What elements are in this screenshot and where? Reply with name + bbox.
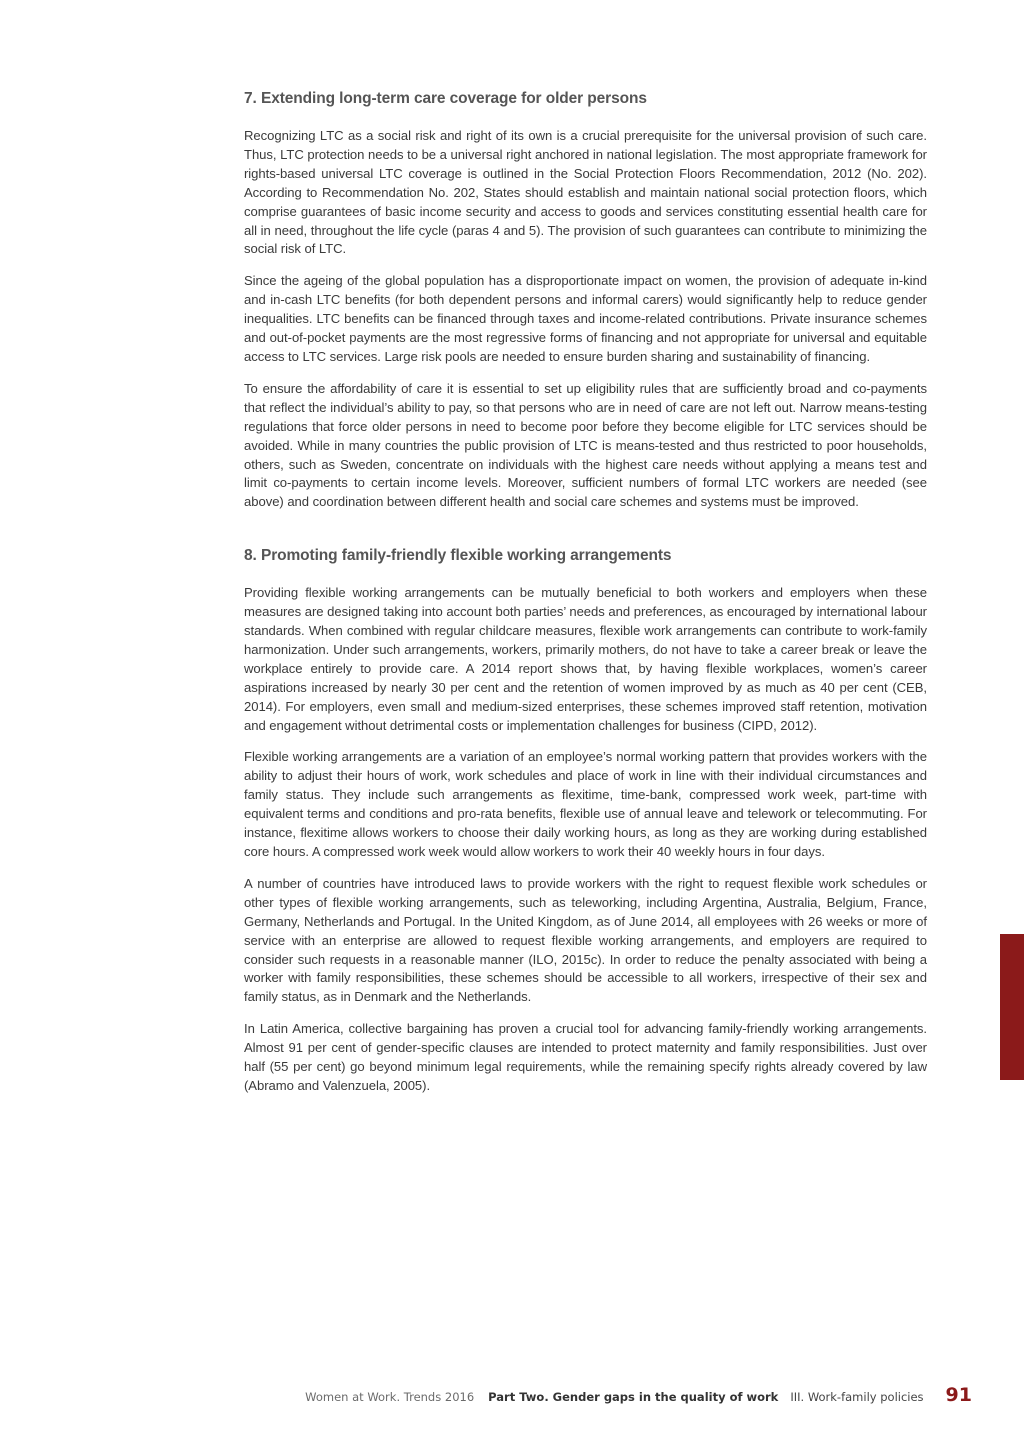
section-8-title: Promoting family-friendly flexible working arrangements xyxy=(260,547,672,565)
page-footer xyxy=(0,1384,972,1410)
section-8-paragraph-3: A number of countries have introduced laws to provide workers with the right to request flexible work schedules or other types of flexible working arrangements, such as teleworking, including Argentina, Australia, Belgium, France, Germany, Netherlands and Portugal. In the United Kingdom, as of June 2014, all employees with 26 weeks or more of service with an enterprise are allowed to request flexible working arrangements, and employers are required to consider such requests in a reasonable manner (ILO, 2015c). In order to reduce the penalty associated with being a worker with family responsibilities, these schemes should be accessible to all workers, irrespective of their sex and family status, as in Denmark and the Netherlands. xyxy=(244,875,927,1005)
section-7-paragraph-1: Recognizing LTC as a social risk and right of its own is a crucial prerequisite for the universal provision of such care. Thus, LTC protection needs to be a universal right anchored in national legislation. The most appropriate framework for rights-based universal LTC coverage is outlined in the Social Protection Floors Recommendation, 2012 (No. 202). According to Recommendation No. 202, States should establish and maintain national social protection floors, which comprise guarantees of basic income security and access to goods and services constituting essential health care for all in need, throughout the life cycle (paras 4 and 5). The provision of such guarantees can contribute to minimizing the social risk of LTC. xyxy=(244,128,927,257)
footer-publication: Women at Work. Trends 2016 xyxy=(305,1390,475,1404)
section-7-paragraph-3: To ensure the affordability of care it is essential to set up eligibility rules that are sufficiently broad and co-payments that reflect the individual’s ability to pay, so that persons who are in need of care are not left out. Narrow means-testing regulations that force older persons in need to become poor before they become eligible for LTC services should be avoided. While in many countries the public provision of LTC is means-tested and thus restricted to poor households, others, such as Sweden, concentrate on individuals with the highest care needs without applying a means test and limit co-payments to certain income levels. Moreover, sufficient numbers of formal LTC workers are needed (see above) and coordination between different health and social care schemes and systems must be improved. xyxy=(244,380,927,510)
section-8-heading xyxy=(244,545,927,567)
section-8-paragraph-4: In Latin America, collective bargaining has proven a crucial tool for advancing family-friendly working arrangements. Almost 91 per cent of gender-specific clauses are intended to protect maternity and family responsibilities. Just over half (55 per cent) go beyond minimum legal requirements, while the remaining specify rights already covered by law (Abramo and Valenzuela, 2005). xyxy=(244,1021,927,1093)
section-8-number: 8. xyxy=(244,547,257,565)
footer-part: Part Two. Gender gaps in the quality of work xyxy=(488,1390,779,1404)
section-7-heading xyxy=(244,88,927,110)
section-8-paragraph-1: Providing flexible working arrangements can be mutually beneficial to both workers and employers when these measures are designed taking into account both parties’ needs and preferences, as encouraged by international labour standards. When combined with regular childcare measures, flexible work arrangements can contribute to work-family harmonization. Under such arrangements, workers, primarily mothers, do not have to take a career break or leave the workplace entirely to provide care. A 2014 report shows that, by having flexible workplaces, women’s career aspirations increased by nearly 30 per cent and the retention of women improved by as much as 40 per cent (CEB, 2014). For employers, even small and medium-sized enterprises, these schemes improved staff retention, motivation and engagement without detrimental costs or implementation challenges for business (CIPD, 2012). xyxy=(244,585,927,733)
section-8-paragraph-2: Flexible working arrangements are a variation of an employee’s normal working pattern that provides workers with the ability to adjust their hours of work, work schedules and place of work in line with their individual circumstances and family status. They include such arrangements as flexitime, time-bank, compressed work week, part-time with equivalent terms and conditions and pro-rata benefits, flexible use of annual leave and telework or telecommuting. For instance, flexitime allows workers to choose their daily working hours, as long as they are working during established core hours. A compressed work week would allow workers to work their 40 weekly hours in four days. xyxy=(244,749,927,859)
section-7-paragraph-2: Since the ageing of the global population has a disproportionate impact on women, the provision of adequate in-kind and in-cash LTC benefits (for both dependent persons and informal carers) would significantly help to reduce gender inequalities. LTC benefits can be financed through taxes and income-related contributions. Private insurance schemes and out-of-pocket payments are the most regressive forms of financing and not appropriate for universal and equitable access to LTC services. Large risk pools are needed to ensure burden sharing and sustainability of financing. xyxy=(244,273,927,364)
section-7-number: 7. xyxy=(244,90,257,107)
chapter-side-tab xyxy=(1000,934,1024,1080)
section-7-title: Extending long-term care coverage for older persons xyxy=(260,90,647,107)
footer-chapter: III. Work-family policies xyxy=(790,1390,924,1404)
page-content xyxy=(244,88,927,1109)
page-number: 91 xyxy=(945,1384,972,1406)
